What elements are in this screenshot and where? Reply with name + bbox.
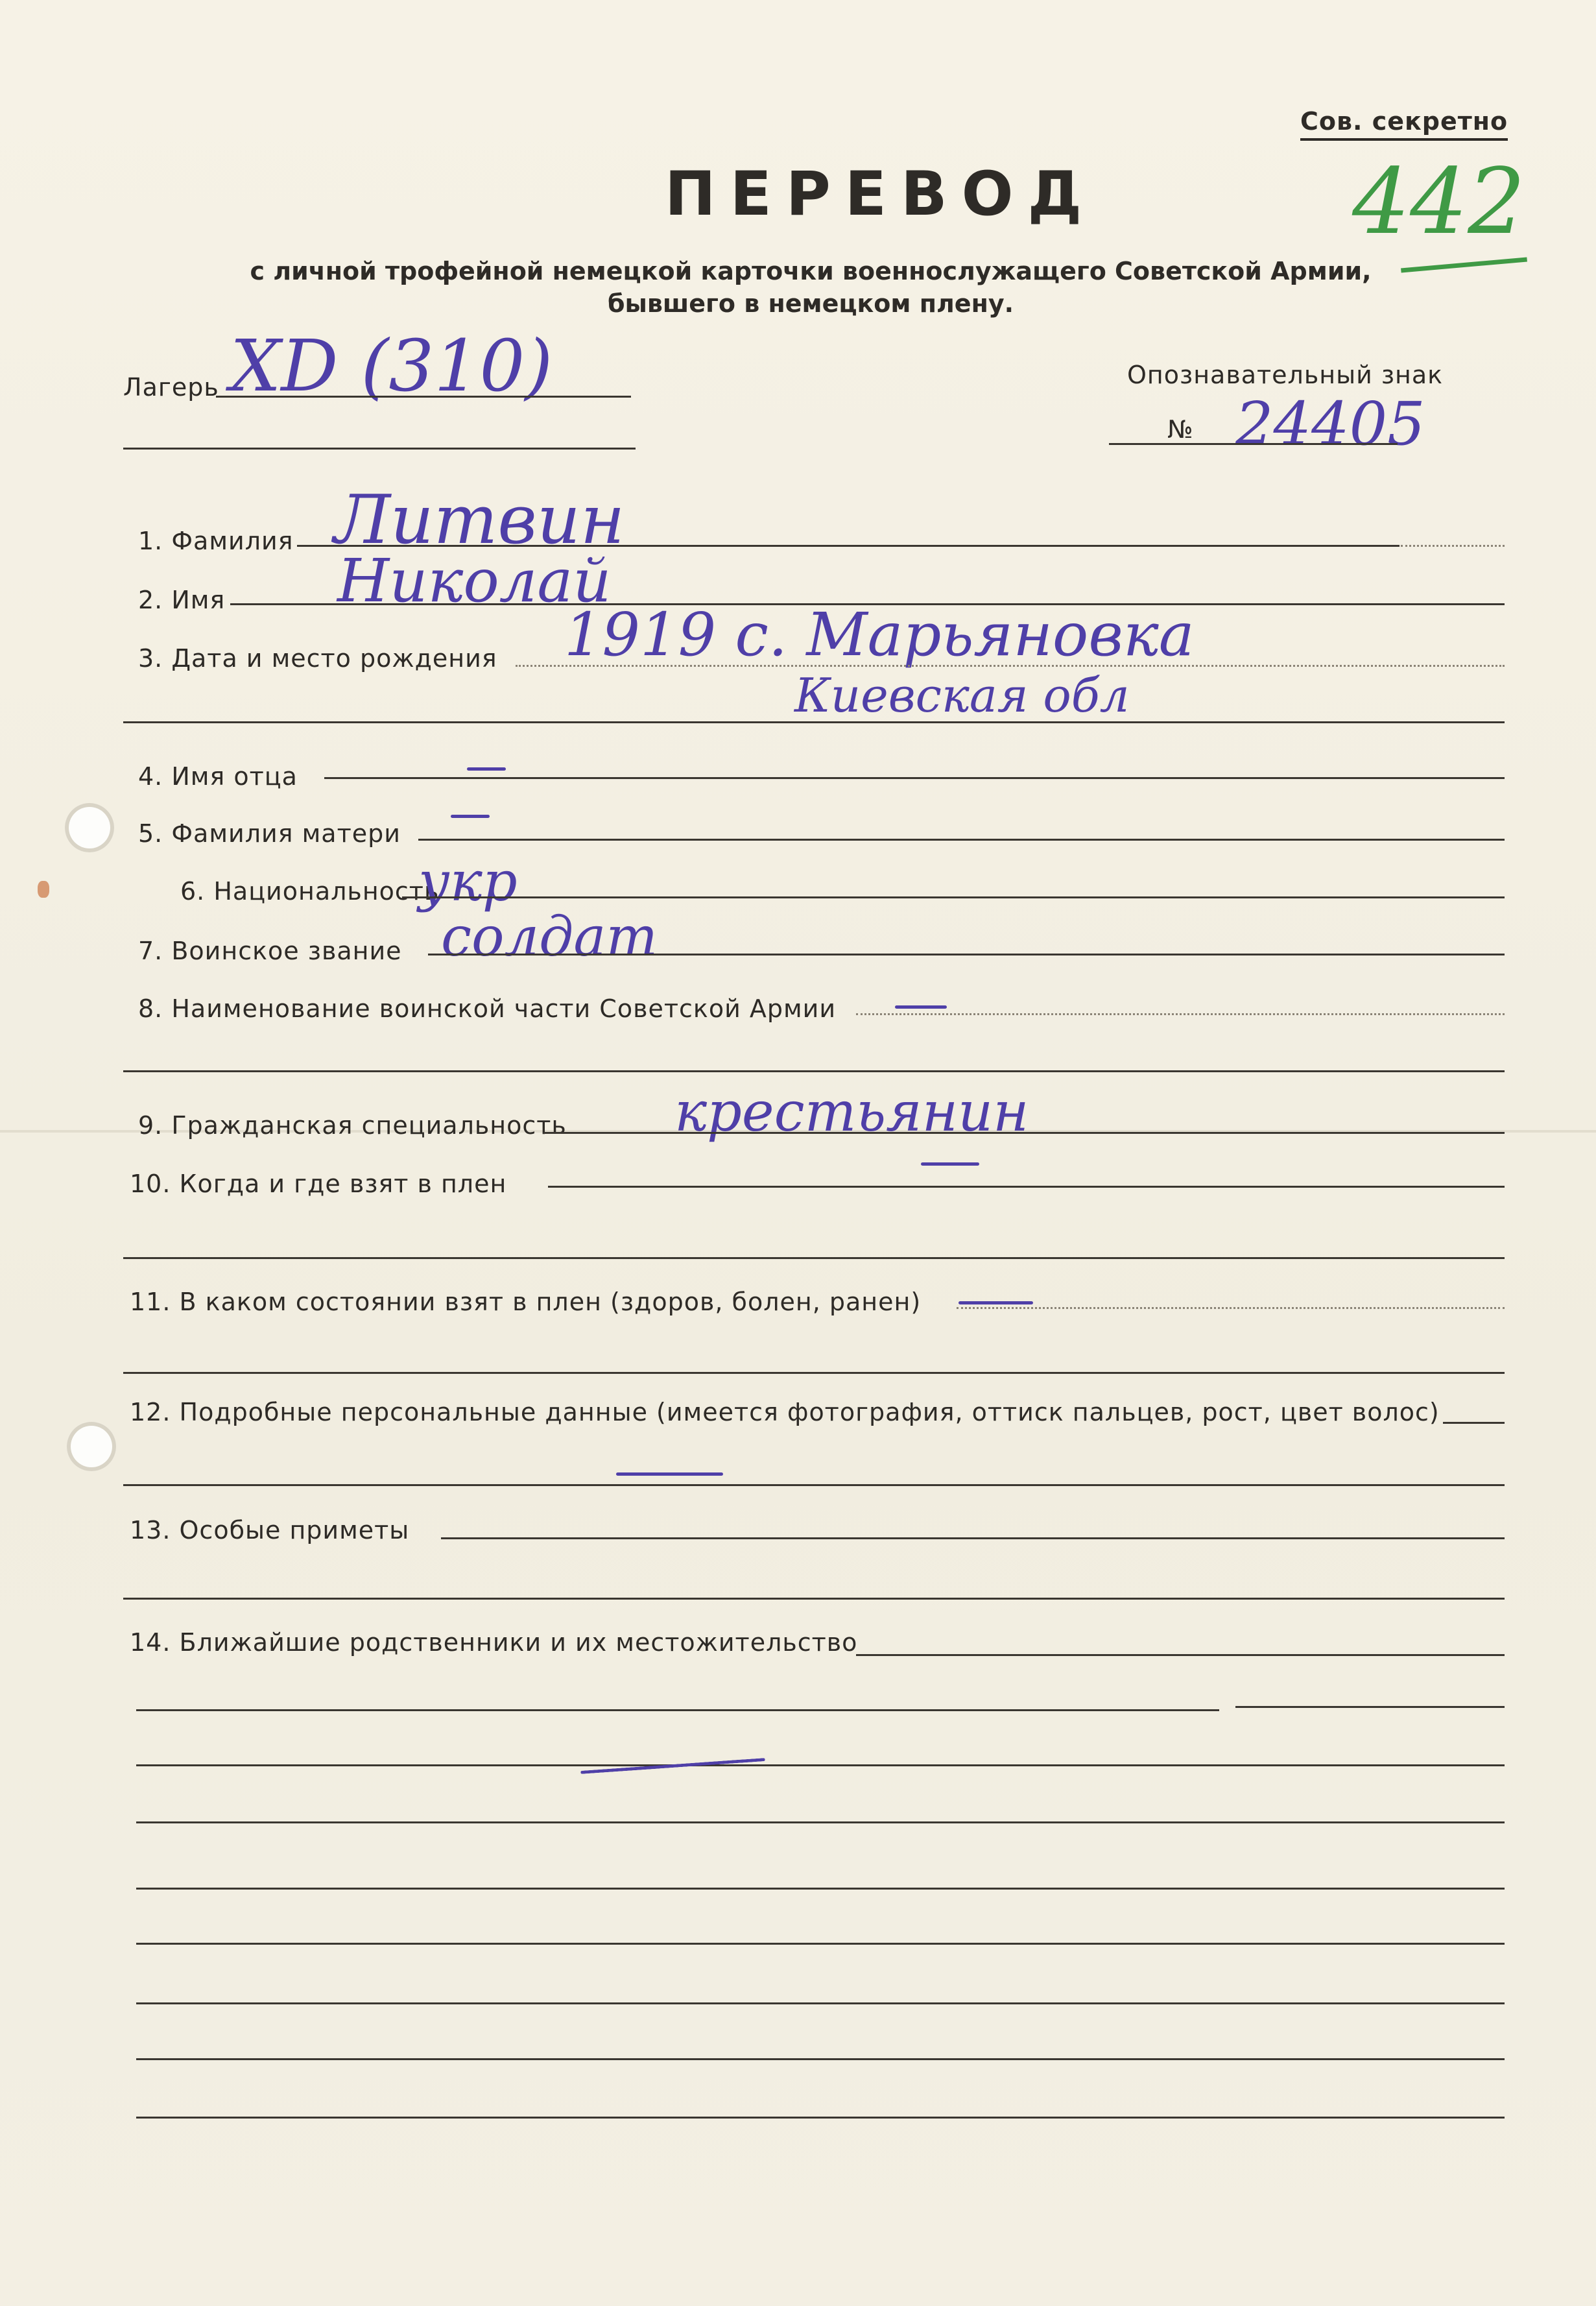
field-3-value-2: Киевская обл [794,668,1130,723]
field-13-line [441,1537,1505,1539]
field-14-label: 14. Ближайшие родственники и их местожительство [130,1628,858,1657]
field-3-value: 1919 с. Марьяновка [564,600,1195,669]
secret-label: Сов. секретно [1300,107,1508,141]
field-13-label: 13. Особые приметы [130,1516,410,1544]
camp-value: XD (310) [230,324,553,407]
field-11-dash [959,1301,1033,1304]
field-10-label: 10. Когда и где взят в плен [130,1170,507,1198]
field-13-line-2 [123,1598,1505,1600]
field-12-line [1443,1422,1505,1424]
field-11-label: 11. В каком состоянии взят в плен (здоров, болен, ранен) [130,1288,922,1316]
field-9-label: 9. Гражданская специальность [138,1111,567,1140]
field-3-line-2 [123,721,1505,723]
field-1-label: 1. Фамилия [138,527,294,555]
document-title: ПЕРЕВОД [665,159,1097,230]
field-12-dash [616,1472,723,1476]
field-14-line-6 [136,1943,1505,1945]
field-14-line-4 [136,1821,1505,1823]
stamp-number-underline [1401,258,1527,273]
field-1-line-extension [1401,545,1505,547]
field-6-label: 6. Национальность [180,877,440,906]
field-4-line [324,777,1505,779]
field-2-label: 2. Имя [138,586,226,614]
field-7-label: 7. Воинское звание [138,937,402,965]
field-2-value: Николай [337,546,612,616]
field-5-dash [451,815,490,818]
field-11-line [957,1307,1505,1309]
field-9-line [543,1132,1505,1134]
field-10-line-2 [123,1257,1505,1259]
punch-hole-bottom [67,1422,116,1471]
field-12-line-2 [123,1484,1505,1486]
field-14-line-7 [136,2002,1505,2004]
field-14-line-2 [136,1709,1219,1711]
field-7-value: солдат [441,905,658,968]
field-8-line-2 [123,1070,1505,1072]
field-12-label: 12. Подробные персональные данные (имеется фотография, оттиск пальцев, рост, цвет волос) [130,1398,1440,1426]
camp-line [216,396,631,398]
field-1-value: Литвин [334,480,625,559]
field-6-line [402,896,1505,898]
field-8-label: 8. Наименование воинской части Советской Армии [138,994,837,1023]
field-9-dash [921,1162,979,1166]
subtitle-line-2: бывшего в немецком плену. [607,289,1014,318]
field-6-value: укр [418,850,518,913]
subtitle-line-1: с личной трофейной немецкой карточки военнослужащего Советской Армии, [250,257,1372,285]
field-3-line [516,665,1505,667]
field-8-line [856,1013,1505,1015]
field-9-value: крестьянин [674,1080,1029,1144]
field-10-line [548,1186,1505,1188]
id-mark-line [1109,443,1398,445]
id-mark-number-sign: № [1167,415,1194,444]
field-14-line-9 [136,2117,1505,2119]
field-14-line-5 [136,1888,1505,1890]
field-3-label: 3. Дата и место рождения [138,644,497,673]
field-5-label: 5. Фамилия матери [138,819,401,848]
field-14-line-3 [136,1764,1505,1766]
field-4-dash [467,767,506,771]
field-8-dash [895,1005,947,1009]
field-5-line [418,839,1505,841]
field-7-line [428,954,1505,955]
paper-stain [38,881,49,898]
camp-line-2 [123,448,636,450]
stamp-number-handwritten: 442 [1352,149,1526,255]
field-4-label: 4. Имя отца [138,762,298,791]
field-14-line-8 [136,2058,1505,2060]
field-11-line-2 [123,1372,1505,1374]
document-subtitle [227,255,1394,320]
id-mark-label: Опознавательный знак [1127,361,1444,389]
id-mark-value: 24405 [1235,389,1425,459]
camp-label: Лагерь [123,373,219,402]
field-14-line-2b [1235,1706,1505,1708]
field-14-line [856,1654,1505,1656]
punch-hole-top [65,803,114,852]
